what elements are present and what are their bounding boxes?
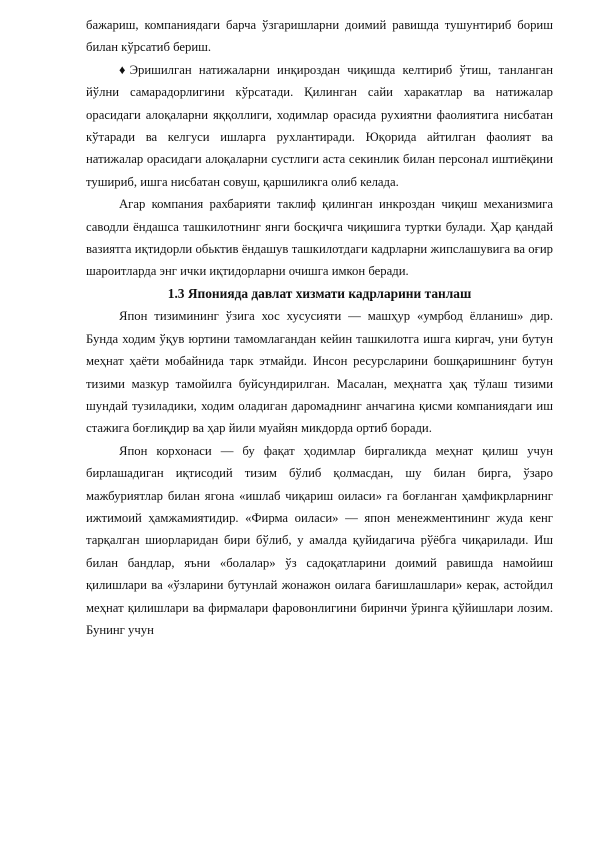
paragraph-company-family: Япон корхонаси — бу фақат ҳодимлар биргаликда меҳнат қилиш учун бирлашадиган иқтисодий тизим бўлиб қолмасдан, шу билан бирга, ўзаро мажбуриятлар билан ягона «ишлаб чиқариш оиласи» га боғланган ҳамфикрларнинг ижтимоий ҳамжамиятидир. «Фирма оиласи» — япон менежментининг жуда кенг тарқалган шиорларидан бири бўлиб, у амалда қуйидагича рўёбга чиқарилади. Иш билан бандлар, яъни «болалар» ўз садоқатларини доимий равишда намойиш қилишлари ва «ўзларини бутунлай жонажон оилага бағишлашлари» керак, астойдил меҳнат қилишлари ва фирмалари фаровонлигини биринчи ўринга қўйишлари лозим. Бунинг учун <box>86 443 553 637</box>
paragraph-bullet-results: ♦Эришилган натижаларни инқироздан чиқишда келтириб ўтиш, танланган йўлни самарадорлигини кўрсатади. Қилинган сайи харакатлар ва натижалар орасидаги алоқаларни яққоллиги, ходимлар орасида рухиятни фаолиятига нисбатан кўтаради ва келгуси ишларга рухлантиради. Юқорида айтилган фаолият ва натижалар орасидаги алоқаларни сустлиги аста секинлик билан персонал иштиёқини тушириб, ишга нисбатан совуш, қаршиликга олиб келада. <box>86 62 553 189</box>
paragraph-management-approach: Агар компания рахбарияти таклиф қилинган инкроздан чиқиш механизмига саводли ёндашса ташкилотнинг янги босқичга чиқишига туртки булади. Ҳар қандай вазиятга иқтидорли обьктив ёндашув ташкилотдаги кадрларни жипслашувига ва оғир шароитларда энг ички иқтидорларни очишга имкон беради. <box>86 197 553 279</box>
document-body <box>86 14 553 641</box>
paragraph-lifetime-employment: Япон тизимининг ўзига хос хусусияти — машҳур «умрбод ёлланиш» дир. Бунда ходим ўқув юртини тамомлагандан кейин ташкилотга ишга киргач, уни бутун меҳнат ҳаёти мобайнида тарк этмайди. Инсон ресурсларини бошқаришнинг бутун тизими мазкур тамойилга буйсундирилган. Масалан, меҳнатга ҳақ тўлаш тизими шундай тузиладики, ходим оладиган даромаднинг анчагина қисми компаниядаги иш стажига боғлиқдир ва ҳар йили муайян микдорда ортиб боради. <box>86 309 553 436</box>
section-heading: 1.3 Японияда давлат хизмати кадрларини танлаш <box>167 285 472 301</box>
paragraph-continuation: бажариш, компаниядаги барча ўзгаришларни доимий равишда тушунтириб бориш билан кўрсатиб бериш. <box>86 18 553 55</box>
